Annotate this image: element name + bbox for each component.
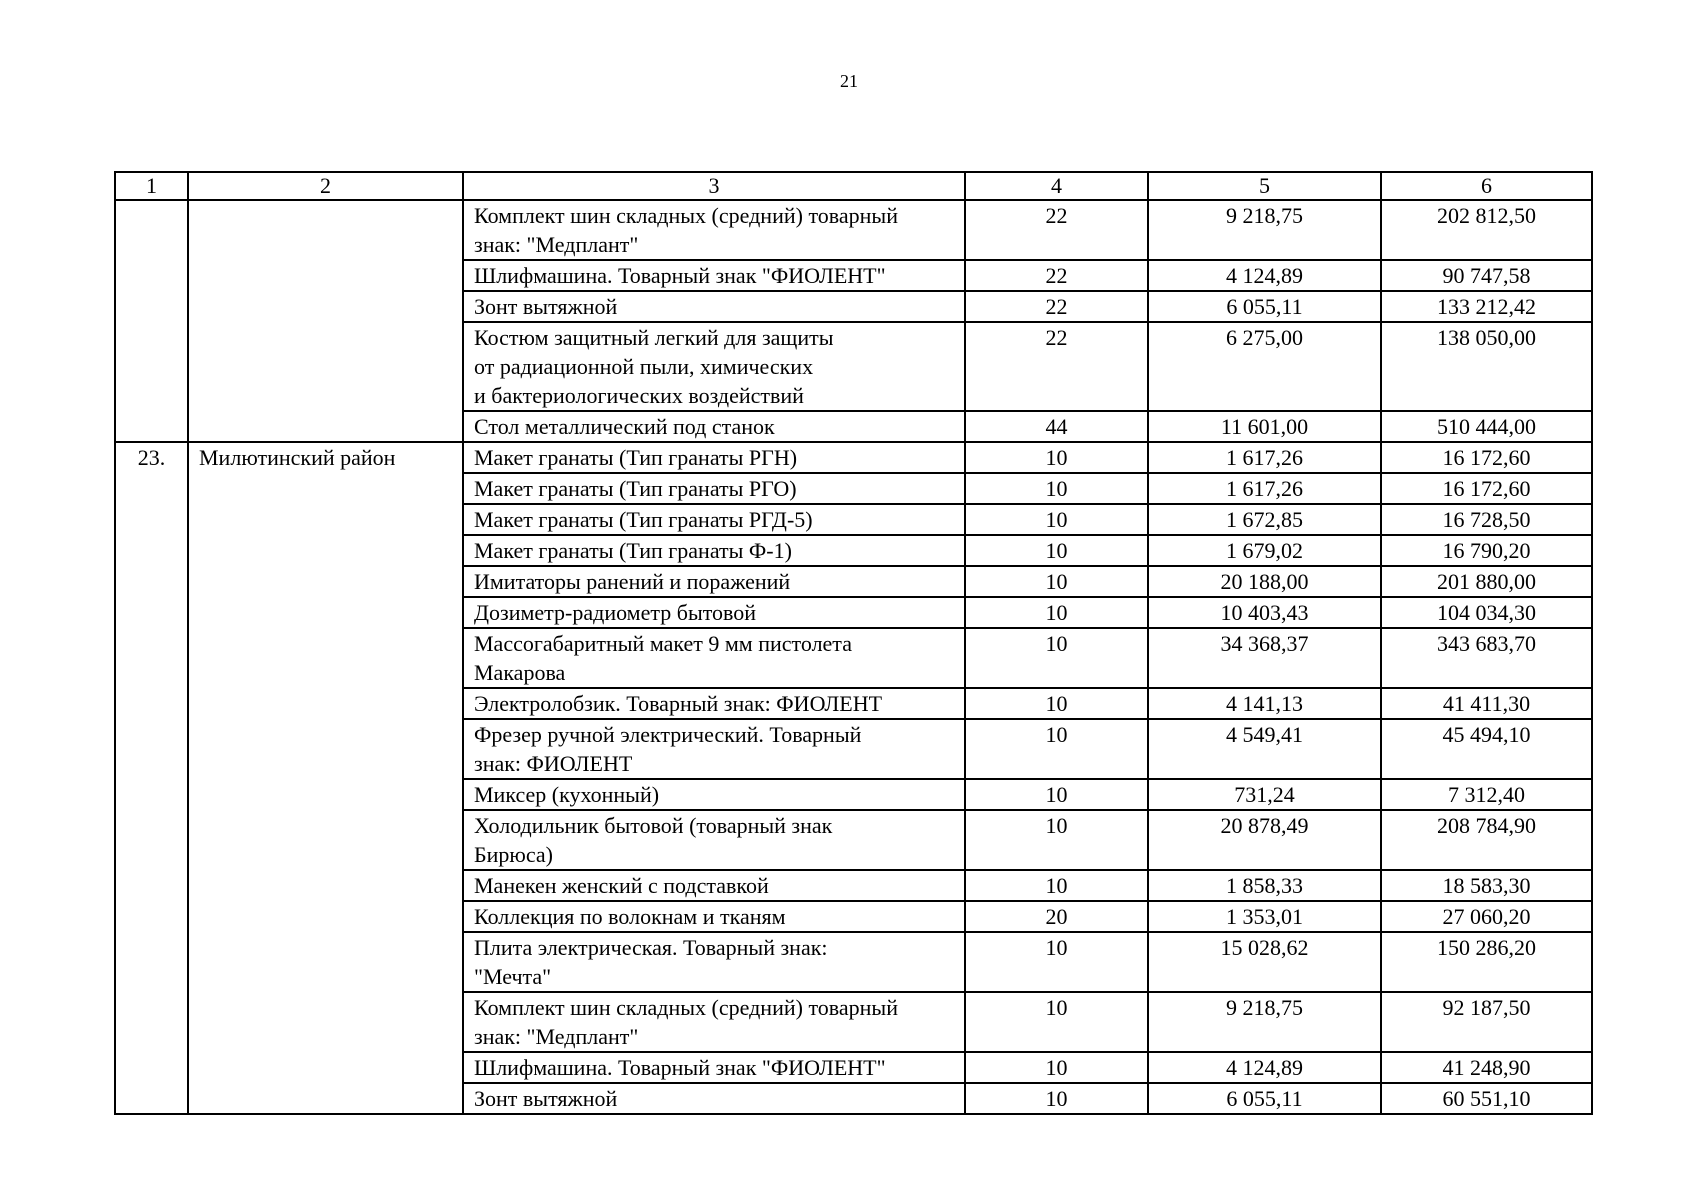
item-name-line: Макарова xyxy=(474,660,566,685)
item-name xyxy=(463,566,965,597)
item-quantity: 10 xyxy=(965,870,1148,901)
item-sum: 16 172,60 xyxy=(1381,473,1592,504)
item-name-line: Электролобзик. Товарный знак: ФИОЛЕНТ xyxy=(474,691,883,716)
item-name-line: Макет гранаты (Тип гранаты РГД-5) xyxy=(474,507,813,532)
row-number xyxy=(115,200,188,442)
item-price: 1 672,85 xyxy=(1148,504,1381,535)
item-sum: 138 050,00 xyxy=(1381,322,1592,411)
item-name xyxy=(463,473,965,504)
item-sum: 510 444,00 xyxy=(1381,411,1592,442)
item-price: 1 617,26 xyxy=(1148,442,1381,473)
item-price: 11 601,00 xyxy=(1148,411,1381,442)
equipment-table xyxy=(114,171,1593,1115)
item-sum: 92 187,50 xyxy=(1381,992,1592,1052)
item-name-line: Фрезер ручной электрический. Товарный xyxy=(474,722,862,747)
item-name xyxy=(463,810,965,870)
item-sum: 202 812,50 xyxy=(1381,200,1592,260)
item-name-line: Костюм защитный легкий для защиты xyxy=(474,325,834,350)
item-name-line: Коллекция по волокнам и тканям xyxy=(474,904,786,929)
item-quantity: 10 xyxy=(965,597,1148,628)
item-name-line: Миксер (кухонный) xyxy=(474,782,660,807)
item-name-line: знак: "Медплант" xyxy=(474,232,639,257)
item-price: 4 549,41 xyxy=(1148,719,1381,779)
item-price: 9 218,75 xyxy=(1148,200,1381,260)
header-cell-6: 6 xyxy=(1381,172,1592,200)
item-quantity: 10 xyxy=(965,992,1148,1052)
item-quantity: 10 xyxy=(965,628,1148,688)
item-quantity: 10 xyxy=(965,535,1148,566)
item-price: 1 679,02 xyxy=(1148,535,1381,566)
item-name xyxy=(463,1052,965,1083)
item-quantity: 22 xyxy=(965,260,1148,291)
item-name-line: "Мечта" xyxy=(474,964,552,989)
item-price: 6 275,00 xyxy=(1148,322,1381,411)
item-quantity: 10 xyxy=(965,779,1148,810)
item-name-line: Массогабаритный макет 9 мм пистолета xyxy=(474,631,852,656)
item-name-line: Шлифмашина. Товарный знак "ФИОЛЕНТ" xyxy=(474,263,886,288)
item-sum: 208 784,90 xyxy=(1381,810,1592,870)
item-quantity: 10 xyxy=(965,1052,1148,1083)
district-name: Милютинский район xyxy=(188,442,463,1114)
item-sum: 16 728,50 xyxy=(1381,504,1592,535)
item-name-line: Шлифмашина. Товарный знак "ФИОЛЕНТ" xyxy=(474,1055,886,1080)
item-price: 20 188,00 xyxy=(1148,566,1381,597)
item-sum: 27 060,20 xyxy=(1381,901,1592,932)
item-name xyxy=(463,688,965,719)
item-quantity: 20 xyxy=(965,901,1148,932)
item-sum: 41 248,90 xyxy=(1381,1052,1592,1083)
item-sum: 18 583,30 xyxy=(1381,870,1592,901)
item-sum: 7 312,40 xyxy=(1381,779,1592,810)
item-name-line: Бирюса) xyxy=(474,842,553,867)
item-name-line: Стол металлический под станок xyxy=(474,414,775,439)
row-number: 23. xyxy=(115,442,188,1114)
header-cell-2: 2 xyxy=(188,172,463,200)
item-name xyxy=(463,291,965,322)
item-sum: 343 683,70 xyxy=(1381,628,1592,688)
item-name-line: Макет гранаты (Тип гранаты Ф-1) xyxy=(474,538,792,563)
header-cell-4: 4 xyxy=(965,172,1148,200)
item-name-line: Макет гранаты (Тип гранаты РГО) xyxy=(474,476,797,501)
item-quantity: 10 xyxy=(965,566,1148,597)
item-sum: 90 747,58 xyxy=(1381,260,1592,291)
item-name-line: Зонт вытяжной xyxy=(474,294,618,319)
item-price: 15 028,62 xyxy=(1148,932,1381,992)
item-price: 4 141,13 xyxy=(1148,688,1381,719)
item-name-line: Комплект шин складных (средний) товарный xyxy=(474,995,898,1020)
item-price: 4 124,89 xyxy=(1148,1052,1381,1083)
item-name-line: Манекен женский с подставкой xyxy=(474,873,769,898)
item-name xyxy=(463,870,965,901)
item-quantity: 44 xyxy=(965,411,1148,442)
item-name xyxy=(463,901,965,932)
header-cell-1: 1 xyxy=(115,172,188,200)
item-quantity: 22 xyxy=(965,200,1148,260)
item-name xyxy=(463,779,965,810)
item-price: 731,24 xyxy=(1148,779,1381,810)
district-name xyxy=(188,200,463,442)
item-quantity: 10 xyxy=(965,688,1148,719)
item-quantity: 10 xyxy=(965,1083,1148,1114)
table-body xyxy=(115,172,1592,1114)
item-sum: 60 551,10 xyxy=(1381,1083,1592,1114)
item-price: 34 368,37 xyxy=(1148,628,1381,688)
table-row xyxy=(115,200,1592,260)
page-number: 21 xyxy=(840,71,858,91)
header-row xyxy=(115,172,1592,200)
item-name-line: Плита электрическая. Товарный знак: xyxy=(474,935,828,960)
item-name xyxy=(463,260,965,291)
item-price: 10 403,43 xyxy=(1148,597,1381,628)
item-name xyxy=(463,322,965,411)
item-name-line: знак: ФИОЛЕНТ xyxy=(474,751,633,776)
item-name xyxy=(463,535,965,566)
item-sum: 45 494,10 xyxy=(1381,719,1592,779)
table-row xyxy=(115,442,1592,473)
item-name xyxy=(463,597,965,628)
item-quantity: 10 xyxy=(965,810,1148,870)
item-price: 1 353,01 xyxy=(1148,901,1381,932)
item-name xyxy=(463,411,965,442)
item-price: 1 617,26 xyxy=(1148,473,1381,504)
item-quantity: 10 xyxy=(965,719,1148,779)
item-name xyxy=(463,200,965,260)
item-sum: 201 880,00 xyxy=(1381,566,1592,597)
item-name-line: Дозиметр-радиометр бытовой xyxy=(474,600,757,625)
item-name-line: и бактериологических воздействий xyxy=(474,383,804,408)
item-sum: 41 411,30 xyxy=(1381,688,1592,719)
item-price: 6 055,11 xyxy=(1148,291,1381,322)
item-name-line: Комплект шин складных (средний) товарный xyxy=(474,203,898,228)
item-quantity: 10 xyxy=(965,473,1148,504)
item-sum: 150 286,20 xyxy=(1381,932,1592,992)
item-name xyxy=(463,1083,965,1114)
item-name xyxy=(463,442,965,473)
header-cell-3: 3 xyxy=(463,172,965,200)
item-sum: 133 212,42 xyxy=(1381,291,1592,322)
item-quantity: 22 xyxy=(965,322,1148,411)
item-name xyxy=(463,932,965,992)
item-price: 1 858,33 xyxy=(1148,870,1381,901)
item-quantity: 10 xyxy=(965,932,1148,992)
item-price: 9 218,75 xyxy=(1148,992,1381,1052)
item-price: 4 124,89 xyxy=(1148,260,1381,291)
header-cell-5: 5 xyxy=(1148,172,1381,200)
item-name xyxy=(463,628,965,688)
item-name xyxy=(463,504,965,535)
item-name-line: Холодильник бытовой (товарный знак xyxy=(474,813,833,838)
item-sum: 16 790,20 xyxy=(1381,535,1592,566)
item-name xyxy=(463,719,965,779)
item-name-line: Макет гранаты (Тип гранаты РГН) xyxy=(474,445,798,470)
item-name xyxy=(463,992,965,1052)
item-name-line: знак: "Медплант" xyxy=(474,1024,639,1049)
item-sum: 104 034,30 xyxy=(1381,597,1592,628)
item-name-line: Имитаторы ранений и поражений xyxy=(474,569,791,594)
item-sum: 16 172,60 xyxy=(1381,442,1592,473)
item-price: 6 055,11 xyxy=(1148,1083,1381,1114)
item-quantity: 10 xyxy=(965,442,1148,473)
item-price: 20 878,49 xyxy=(1148,810,1381,870)
item-name-line: от радиационной пыли, химических xyxy=(474,354,814,379)
item-quantity: 10 xyxy=(965,504,1148,535)
item-name-line: Зонт вытяжной xyxy=(474,1086,618,1111)
item-quantity: 22 xyxy=(965,291,1148,322)
